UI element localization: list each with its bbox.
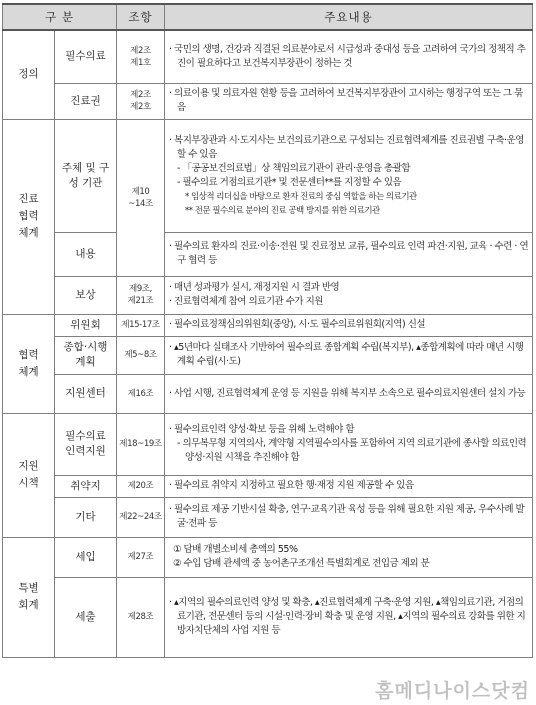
article-cell: 제20조 [117,475,165,497]
table-row [3,374,533,413]
category-definition: 정의 [3,30,55,119]
article-cell: 제9조, 제21조 [117,276,165,314]
article-cell: 제22~24조 [117,497,165,537]
article-cell: 제5~8조 [117,336,165,374]
content-cell: · 매년 성과평가 실시, 재정지원 시 결과 반영 · 진료협력체계 참여 의료기관 수가 지원 [165,276,533,314]
sub-committee: 위원회 [55,314,117,336]
content-cell: ① 담배 개별소비세 총액의 55% ② 수입 담배 관세액 중 농어촌구조개선 특별회계로 전입금 제외 분 [165,537,533,577]
content-cell: · 필수의료정책심의위원회(중앙), 시·도 필수의료위원회(지역) 신설 [165,314,533,336]
sub-revenue: 세입 [55,537,117,577]
sub-expenditure: 세출 [55,577,117,657]
sub-essential-medical: 필수의료 [55,30,117,83]
content-cell: · 필수의료 제공 기반시설 확충, 연구·교육기관 육성 등을 위해 필요한 지원 제공, 우수사례 발굴·전파 등 [165,497,533,537]
category-support: 지원 시책 [3,413,55,537]
table-row [3,276,533,314]
header-content: 주요내용 [165,4,533,30]
table-row [3,497,533,537]
table-row [3,537,533,577]
table-row [3,413,533,475]
article-cell: 제2조 제1호 [117,30,165,83]
table-row [3,336,533,374]
content-cell: · 필수의료 취약지 지정하고 필요한 행·재정 지원 제공할 수 있음 [165,475,533,497]
header-article: 조항 [117,4,165,30]
law-summary-table [2,3,533,658]
category-special-account: 특별 회계 [3,537,55,657]
article-cell: 제10 ~14조 [117,119,165,276]
content-cell: · 의료이용 및 의료자원 현황 등을 고려하여 보건복지부장관이 고시하는 행정구역 또는 그 묶음 [165,83,533,119]
sub-master-plan: 종합·시행 계획 [55,336,117,374]
sub-content: 내용 [55,232,117,276]
content-cell: · ▴지역의 필수의료인력 양성 및 확충, ▴진료협력체계 구축·운영 지원, ▴책임의료기관, 거점의료기관, 전문센터 등의 시설·인력·장비 확충 및 운영 지원, ▴지역의 필수의료 강화를 위한 지방자치단체의 사업 지원 등 [165,577,533,657]
sub-care-region: 진료권 [55,83,117,119]
watermark: 홈메디나이스닷컴 [375,680,530,702]
table-row [3,119,533,232]
content-cell: · 필수의료 환자의 진료·이송·전원 및 진료정보 교류, 필수의료 인력 파견·지원, 교육 · 수련 · 연구 협력 등 [165,232,533,276]
table-row [3,30,533,83]
table-row [3,232,533,276]
article-cell: 제15-17조 [117,314,165,336]
header-row [3,4,533,30]
article-cell: 제18~19조 [117,413,165,475]
table-row [3,475,533,497]
sub-actors: 주체 및 구 성 기관 [55,119,117,232]
category-cooperation: 협력 체계 [3,314,55,413]
sub-workforce: 필수의료 인력지원 [55,413,117,475]
content-cell: · ▴5년마다 실태조사 기반하여 필수의료 종합계획 수립(복지부), ▴종합계획에 따라 매년 시행계획 수립(시·도) [165,336,533,374]
article-cell: 제16조 [117,374,165,413]
header-category: 구 분 [3,4,117,30]
article-cell: 제27조 [117,537,165,577]
table-row [3,83,533,119]
article-cell: 제28조 [117,577,165,657]
sub-support-center: 지원센터 [55,374,117,413]
sub-compensation: 보상 [55,276,117,314]
sub-etc: 기타 [55,497,117,537]
content-cell: · 국민의 생명, 건강과 직결된 의료분야로서 시급성과 중대성 등을 고려하여 국가의 정책적 추진이 필요하다고 보건복지부장관이 정하는 것 [165,30,533,83]
sub-vulnerable-area: 취약지 [55,475,117,497]
table-row [3,314,533,336]
category-care-network: 진료 협력 체계 [3,119,55,314]
table-row [3,577,533,657]
content-cell: · 사업 시행, 진료협력체계 운영 등 지원을 위해 복지부 소속으로 필수의료지원센터 설치 가능 [165,374,533,413]
article-cell: 제2조 제2호 [117,83,165,119]
content-cell: · 필수의료인력 양성·확보 등을 위해 노력해야 함 - 의무복무형 지역의사, 계약형 지역필수의사를 포함하여 지역 의료기관에 종사할 의료인력 양성·지원 시책을 추진해야 함 [165,413,533,475]
content-cell: · 복지부장관과 시·도지사는 보건의료기관으로 구성되는 진료협력체계를 진료권별 구축·운영할 수 있음 - 「공공보건의료법」상 책임의료기관이 관리·운영을 총괄함 - 필수의료 거점의료기관* 및 전문센터**를 지정할 수 있음 * 임상적 리더십을 바탕으로 환자 진료의 중심 역할을 하는 의료기관 ** 전문 필수의료 분야의 진료 공백 방지를 위한 의료기관 [165,119,533,232]
